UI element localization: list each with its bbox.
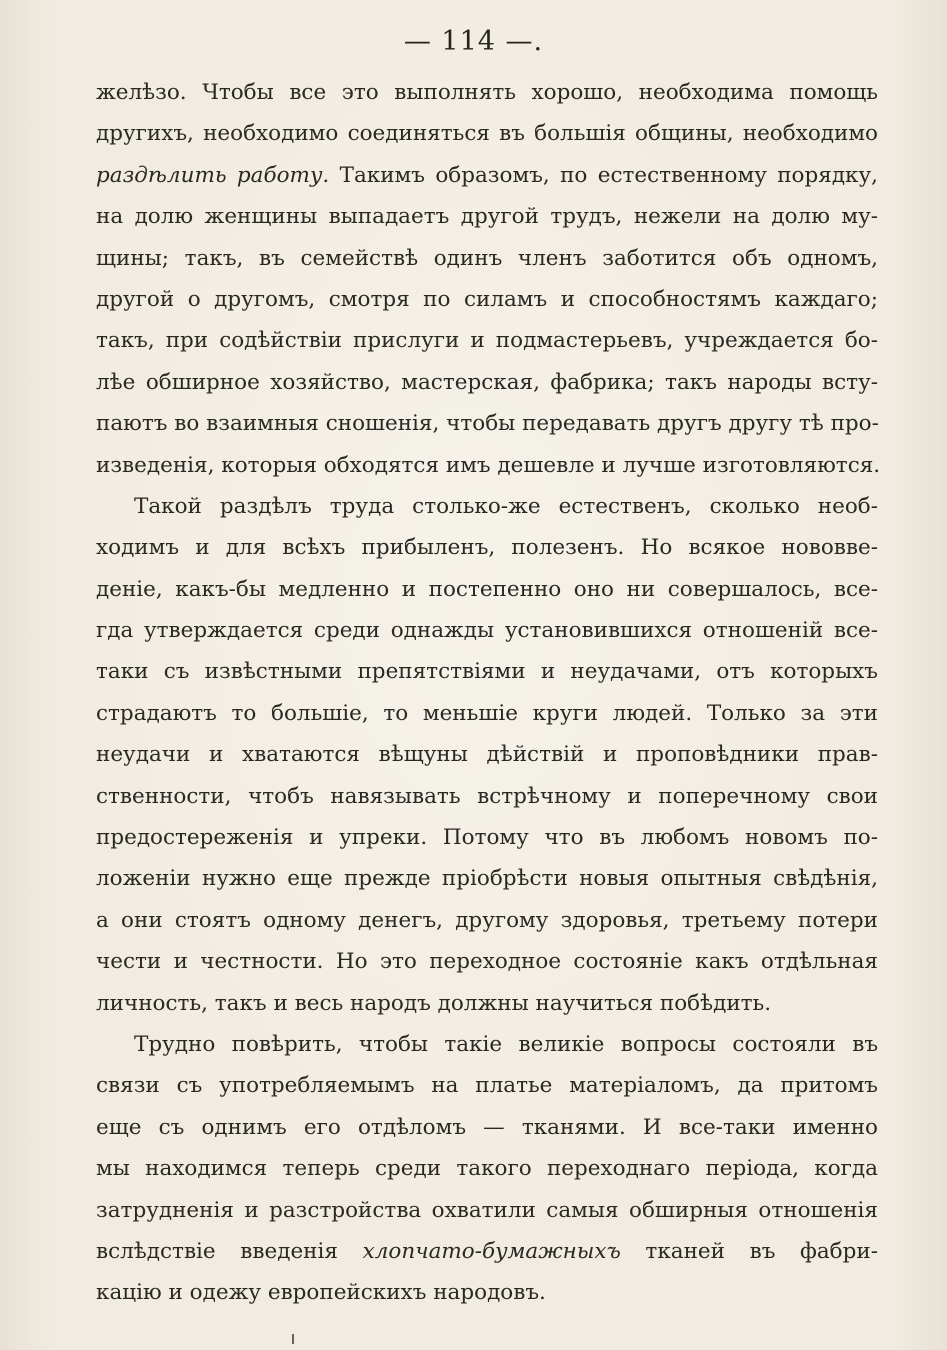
- text-segment: деніе, какъ-бы медленно и постепенно оно ни совершалось, все-: [96, 576, 878, 602]
- text-segment: таки съ извѣстными препятствіями и неудачами, отъ которыхъ: [96, 659, 878, 685]
- text-segment: на долю женщины выпадаетъ другой трудъ, нежели на долю му-: [96, 204, 878, 230]
- text-line: [96, 72, 878, 113]
- text-line: [96, 651, 878, 692]
- text-line: [96, 486, 878, 527]
- text-segment: неудачи и хватаются вѣщуны дѣйствій и проповѣдники прав-: [96, 742, 878, 768]
- text-line: [96, 817, 878, 858]
- text-segment: щины; такъ, въ семействѣ одинъ членъ заботится объ одномъ,: [96, 245, 878, 271]
- text-line: [96, 734, 878, 775]
- italic-text: раздѣлить работу.: [96, 162, 330, 188]
- text-line: [96, 113, 878, 154]
- text-segment: ходимъ и для всѣхъ прибыленъ, полезенъ. Но всякое нововве-: [96, 535, 878, 561]
- text-segment: лѣе обширное хозяйство, мастерская, фабрика; такъ народы всту-: [96, 369, 878, 395]
- text-segment: тканей въ фабри-: [620, 1238, 878, 1264]
- text-line: [96, 196, 878, 237]
- text-segment: мы находимся теперь среди такого переходнаго періода, когда: [96, 1156, 878, 1182]
- text-line: [96, 900, 878, 941]
- text-segment: паютъ во взаимныя сношенія, чтобы передавать другъ другу тѣ про-: [96, 411, 879, 437]
- text-line: [96, 941, 878, 982]
- text-line: [96, 527, 878, 568]
- text-line: [96, 238, 878, 279]
- text-line: [96, 569, 878, 610]
- italic-text: хлопчато-бумажныхъ: [362, 1238, 621, 1264]
- text-segment: другихъ, необходимо соединяться въ большія общины, необходимо: [96, 121, 878, 147]
- body-text: [96, 72, 881, 1314]
- text-segment: личность, такъ и весь народъ должны научиться побѣдить.: [96, 990, 772, 1016]
- text-segment: а они стоятъ одному денегъ, другому здоровья, третьему потери: [96, 907, 878, 933]
- text-segment: еще съ однимъ его отдѣломъ — тканями. И все-таки именно: [96, 1114, 878, 1140]
- text-line: [96, 1231, 878, 1272]
- text-segment: связи съ употребляемымъ на платье матеріаломъ, да притомъ: [96, 1073, 878, 1099]
- text-line: [96, 610, 878, 651]
- text-segment: затрудненія и разстройства охватили самыя обширныя отношенія: [96, 1197, 878, 1223]
- page-number-header: — 114 —.: [403, 26, 544, 57]
- text-segment: страдаютъ то большіе, то меньшіе круги людей. Только за эти: [96, 700, 878, 726]
- text-line: [96, 320, 878, 361]
- bottom-mark: [292, 1334, 294, 1344]
- text-line: [96, 983, 878, 1024]
- text-segment: Трудно повѣрить, чтобы такіе великіе вопросы состояли въ: [134, 1031, 878, 1057]
- text-segment: такъ, при содѣйствіи прислуги и подмастерьевъ, учреждается бо-: [96, 328, 878, 354]
- text-segment: кацію и одежу европейскихъ народовъ.: [96, 1280, 546, 1306]
- text-segment: ложеніи нужно еще прежде пріобрѣсти новыя опытныя свѣдѣнія,: [96, 866, 878, 892]
- text-line: [96, 279, 878, 320]
- text-segment: желѣзо. Чтобы все это выполнять хорошо, необходима помощь: [96, 80, 878, 105]
- text-line: [96, 776, 878, 817]
- text-segment: Такой раздѣлъ труда столько-же естественъ, сколько необ-: [134, 493, 878, 519]
- text-line: [96, 1148, 878, 1189]
- text-line: [96, 1065, 878, 1106]
- text-segment: другой о другомъ, смотря по силамъ и способностямъ каждаго;: [96, 286, 878, 312]
- text-line: [96, 858, 878, 899]
- text-line: [96, 1024, 878, 1065]
- text-segment: вслѣдствіе введенія: [96, 1238, 363, 1264]
- text-line: [96, 1272, 878, 1313]
- text-segment: гда утверждается среди однажды установившихся отношеній все-: [96, 618, 878, 644]
- text-line: [96, 445, 881, 486]
- text-segment: предостереженія и упреки. Потому что въ любомъ новомъ по-: [96, 825, 878, 851]
- text-line: [96, 155, 878, 196]
- text-segment: Такимъ образомъ, по естественному порядку,: [329, 162, 878, 188]
- text-segment: чести и честности. Но это переходное состояніе какъ отдѣльная: [96, 949, 878, 975]
- text-segment: ственности, чтобъ навязывать встрѣчному и поперечному свои: [96, 783, 878, 809]
- text-segment: изведенія, которыя обходятся имъ дешевле и лучше изготовляются.: [96, 452, 881, 478]
- text-line: [96, 362, 878, 403]
- text-line: [96, 403, 878, 444]
- text-line: [96, 693, 878, 734]
- text-line: [96, 1107, 878, 1148]
- text-line: [96, 1190, 878, 1231]
